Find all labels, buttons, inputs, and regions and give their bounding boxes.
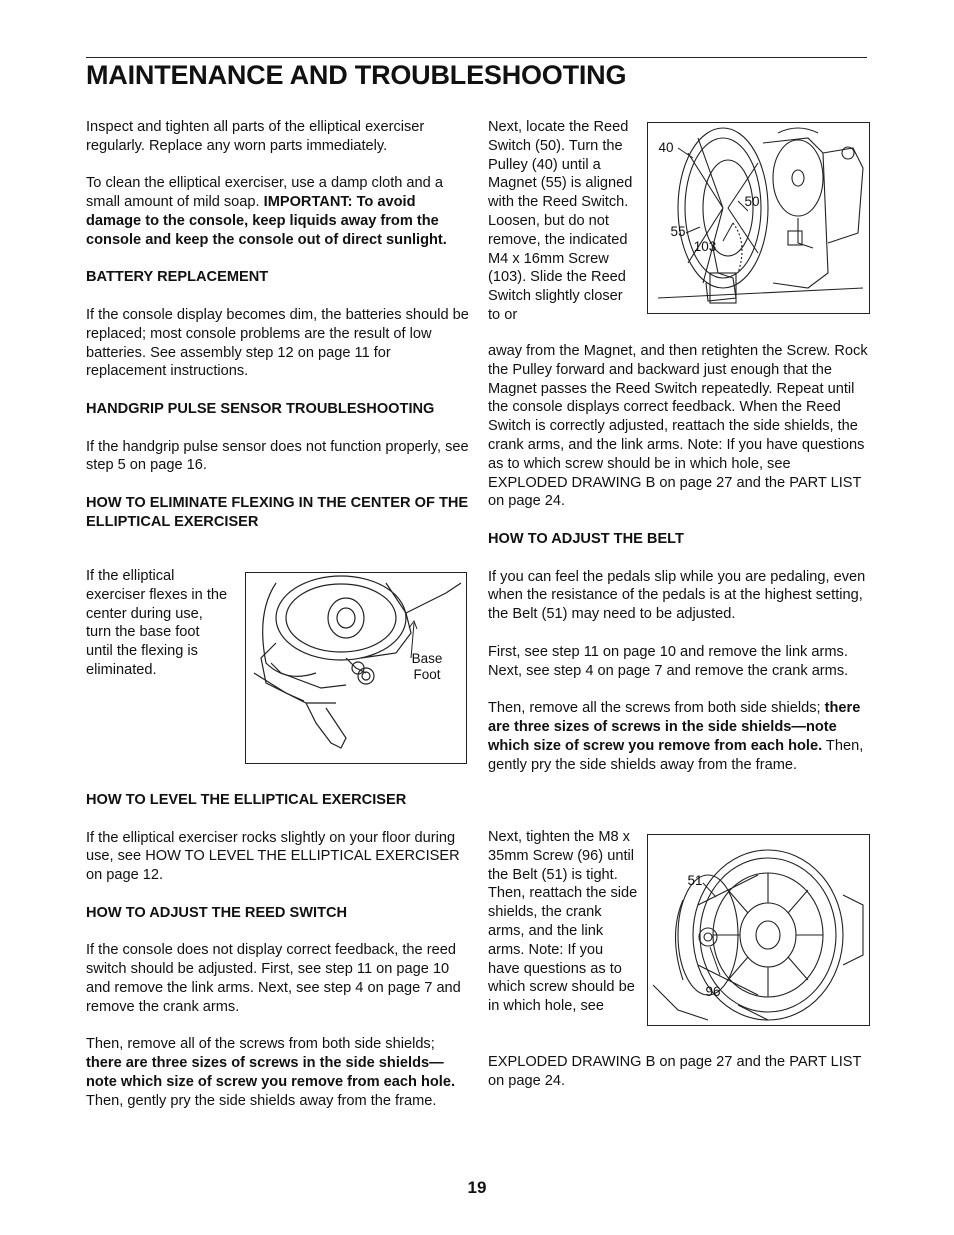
part-103-label: 103: [693, 239, 717, 254]
part-55-label: 55: [670, 224, 686, 239]
belt-figure: [647, 834, 870, 1026]
belt-heading: HOW TO ADJUST THE BELT: [488, 530, 684, 547]
left-column: [86, 118, 470, 550]
level-heading: HOW TO LEVEL THE ELLIPTICAL EXERCISER: [86, 792, 407, 808]
left-column-lower: [86, 791, 470, 1129]
part-50-label: 50: [744, 194, 760, 209]
level-paragraph: If the elliptical exerciser rocks slightly on your floor during use, see HOW TO LEVEL THE ELLIPTICAL EXERCISER on page 12.: [86, 829, 460, 884]
tighten-belt-paragraph-continued: EXPLODED DRAWING B on page 27 and the PART LIST on page 24.: [488, 1054, 862, 1089]
clean-warning: IMPORTANT: To avoid damage to the console, keep liquids away from the console and keep the console out of direct sunlight.: [86, 194, 447, 248]
belt-drawing: [648, 835, 869, 1025]
belt-warning: there are three sizes of screws in the side shields—note which size of screw you remove from each hole.: [488, 700, 861, 754]
flex-paragraph: If the elliptical exerciser flexes in the center during use, turn the base foot until the flexing is eliminated.: [86, 568, 228, 678]
part-51-label: 51: [687, 873, 703, 888]
inspect-paragraph: Inspect and tighten all parts of the elliptical exerciser regularly. Replace any worn parts immediately.: [86, 119, 425, 154]
header-rule: [86, 57, 867, 58]
locate-reed-paragraph: Next, locate the Reed Switch (50). Turn the Pulley (40) until a Magnet (55) is aligned with the Reed Switch. Loosen, but do not remove, the indicated M4 x 16mm Screw (103). Slide the Reed Switch slightly closer to or: [488, 119, 633, 323]
reed-warning: there are three sizes of screws in the side shields—note which size of screw you remove from each hole.: [86, 1055, 455, 1090]
clean-paragraph: To clean the elliptical exerciser, use a damp cloth and a small amount of mild soap. IMPORTANT: To avoid damage to the console, keep liquids away from the console and keep the console out of direct sunlight.: [86, 175, 447, 248]
pulse-heading: HANDGRIP PULSE SENSOR TROUBLESHOOTING: [86, 400, 435, 417]
reed-switch-drawing: [648, 123, 869, 313]
reed-paragraph-1: If the console does not display correct feedback, the reed switch should be adjusted. First, see step 11 on page 10 and remove the link arms. Next, see step 4 on page 7 and remove the crank arms.: [86, 942, 461, 1015]
flex-heading: HOW TO ELIMINATE FLEXING IN THE CENTER OF THE ELLIPTICAL EXERCISER: [86, 494, 469, 530]
reed-paragraph-2: Then, remove all of the screws from both side shields; there are three sizes of screws in the side shields—note which size of screw you remove from each hole. Then, gently pry the side shields away from the frame.: [86, 1036, 455, 1109]
pulse-paragraph: If the handgrip pulse sensor does not function properly, see step 5 on page 16.: [86, 438, 469, 474]
belt-paragraph-3: Then, remove all the screws from both side shields; there are three sizes of screws in the side shields—note which size of screw you remove from each hole. Then, gently pry the side shields away from the frame.: [488, 700, 864, 773]
battery-paragraph: If the console display becomes dim, the batteries should be replaced; most console problems are the result of low batteries. See assembly step 12 on page 11 for replacement instructions.: [86, 306, 469, 380]
right-column-main: [488, 342, 868, 793]
tighten-belt-paragraph: Next, tighten the M8 x 35mm Screw (96) until the Belt (51) is tight. Then, reattach the side shields, the crank arms, and the link arms. Note: If you have questions as to which screw should be in which hole, see: [488, 829, 638, 1015]
belt-paragraph-1: If you can feel the pedals slip while you are pedaling, even when the resistance of the pedals is at the highest setting, the Belt (51) may need to be adjusted.: [488, 568, 866, 623]
base-foot-label: Base Foot: [411, 651, 443, 682]
base-foot-figure: [245, 572, 467, 764]
belt-paragraph-2: First, see step 11 on page 10 and remove the link arms. Next, see step 4 on page 7 and remove the crank arms.: [488, 643, 849, 679]
part-96-label: 96: [705, 984, 721, 999]
page-title: MAINTENANCE AND TROUBLESHOOTING: [86, 60, 627, 90]
battery-heading: BATTERY REPLACEMENT: [86, 269, 269, 286]
locate-reed-paragraph-continued: away from the Magnet, and then retighten the Screw. Rock the Pulley forward and backward just enough that the Magnet passes the Reed Switch repeatedly. Repeat until the console displays correct feedback. When the Reed Switch is correctly adjusted, reattach the side shields, the crank arms, and the link arms. Note: If you have questions as to which screw should be in which hole, see EXPLODED DRAWING B on page 27 and the PART LIST on page 24.: [488, 343, 868, 510]
page-number: 19: [467, 1178, 487, 1197]
reed-switch-figure: [647, 122, 870, 314]
reed-heading: HOW TO ADJUST THE REED SWITCH: [86, 904, 348, 921]
part-40-label: 40: [658, 140, 674, 155]
